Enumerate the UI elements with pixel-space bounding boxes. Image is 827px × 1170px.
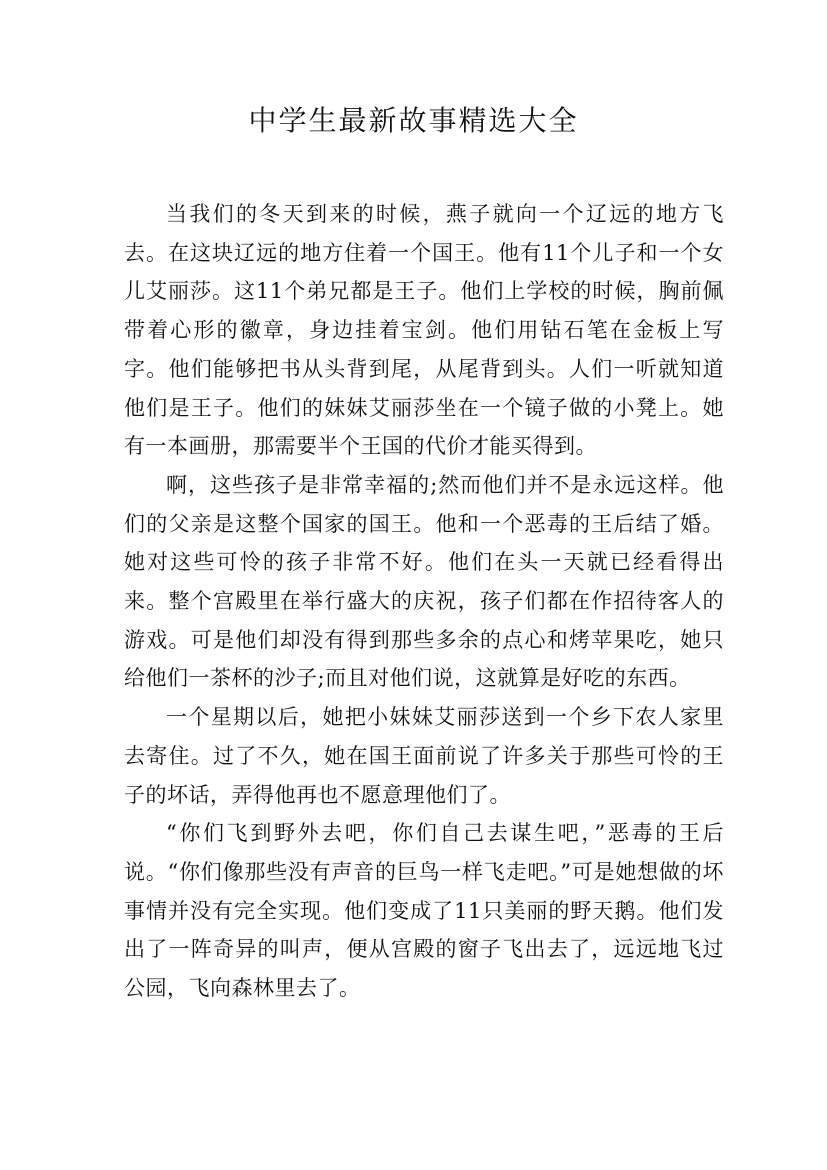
paragraph-1: 当我们的冬天到来的时候，燕子就向一个辽远的地方飞去。在这块辽远的地方住着一个国王。他有11个儿子和一个女儿艾丽莎。这11个弟兄都是王子。他们上学校的时候，胸前佩带着心形的徽章，身边挂着宝剑。他们用钻石笔在金板上写字。他们能够把书从头背到尾，从尾背到头。人们一听就知道他们是王子。他们的妹妹艾丽莎坐在一个镜子做的小凳上。她有一本画册，那需要半个王国的代价才能买得到。	[124, 202, 724, 459]
paragraph-2: 啊，这些孩子是非常幸福的;然而他们并不是永远这样。他们的父亲是这整个国家的国王。他和一个恶毒的王后结了婚。她对这些可怜的孩子非常不好。他们在头一天就已经看得出来。整个宫殿里在举行盛大的庆祝，孩子们都在作招待客人的游戏。可是他们却没有得到那些多余的点心和烤苹果吃，她只给他们一茶杯的沙子;而且对他们说，这就算是好吃的东西。	[124, 472, 724, 691]
paragraph-4: “你们飞到野外去吧，你们自己去谋生吧，”恶毒的王后说。“你们像那些没有声音的巨鸟一样飞走吧。”可是她想做的坏事情并没有完全实现。他们变成了11只美丽的野天鹅。他们发出了一阵奇异的叫声，便从宫殿的窗子飞出去了，远远地飞过公园，飞向森林里去了。	[124, 821, 724, 1001]
document-title: 中学生最新故事精选大全	[248, 104, 579, 137]
document-body	[124, 195, 724, 1008]
paragraph-3: 一个星期以后，她把小妹妹艾丽莎送到一个乡下农人家里去寄住。过了不久，她在国王面前说了许多关于那些可怜的王子的坏话，弄得他再也不愿意理他们了。	[124, 705, 724, 807]
